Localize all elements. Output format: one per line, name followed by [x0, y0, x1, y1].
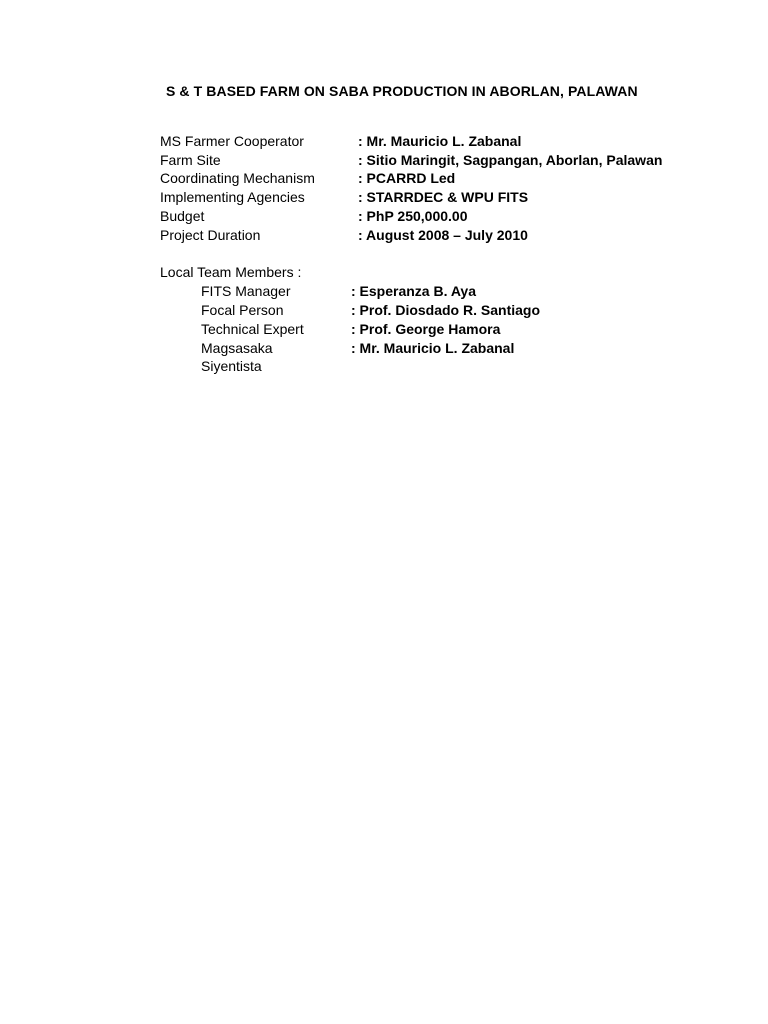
team-role: Siyentista	[201, 358, 262, 374]
info-value: : Mr. Mauricio L. Zabanal	[358, 133, 522, 149]
info-label: Farm Site	[160, 152, 221, 168]
team-member-name: : Mr. Mauricio L. Zabanal	[351, 340, 515, 356]
info-value: : PCARRD Led	[358, 170, 456, 186]
team-role: FITS Manager	[201, 283, 291, 299]
team-member-name: : Esperanza B. Aya	[351, 283, 477, 299]
info-label: Coordinating Mechanism	[160, 170, 315, 186]
info-value: : STARRDEC & WPU FITS	[358, 189, 529, 205]
team-role: Technical Expert	[201, 321, 304, 337]
team-role: Magsasaka	[201, 340, 273, 356]
team-member-name: : Prof. George Hamora	[351, 321, 501, 337]
info-value: : Sitio Maringit, Sagpangan, Aborlan, Palawan	[358, 152, 663, 168]
team-member-name: : Prof. Diosdado R. Santiago	[351, 302, 541, 318]
team-role: Focal Person	[201, 302, 284, 318]
team-header: Local Team Members :	[160, 264, 302, 280]
info-label: Budget	[160, 208, 205, 224]
info-label: MS Farmer Cooperator	[160, 133, 304, 149]
info-value: : August 2008 – July 2010	[358, 227, 528, 243]
info-label: Project Duration	[160, 227, 261, 243]
document-title: S & T BASED FARM ON SABA PRODUCTION IN ABORLAN, PALAWAN	[166, 83, 638, 99]
info-value: : PhP 250,000.00	[358, 208, 468, 224]
info-label: Implementing Agencies	[160, 189, 305, 205]
